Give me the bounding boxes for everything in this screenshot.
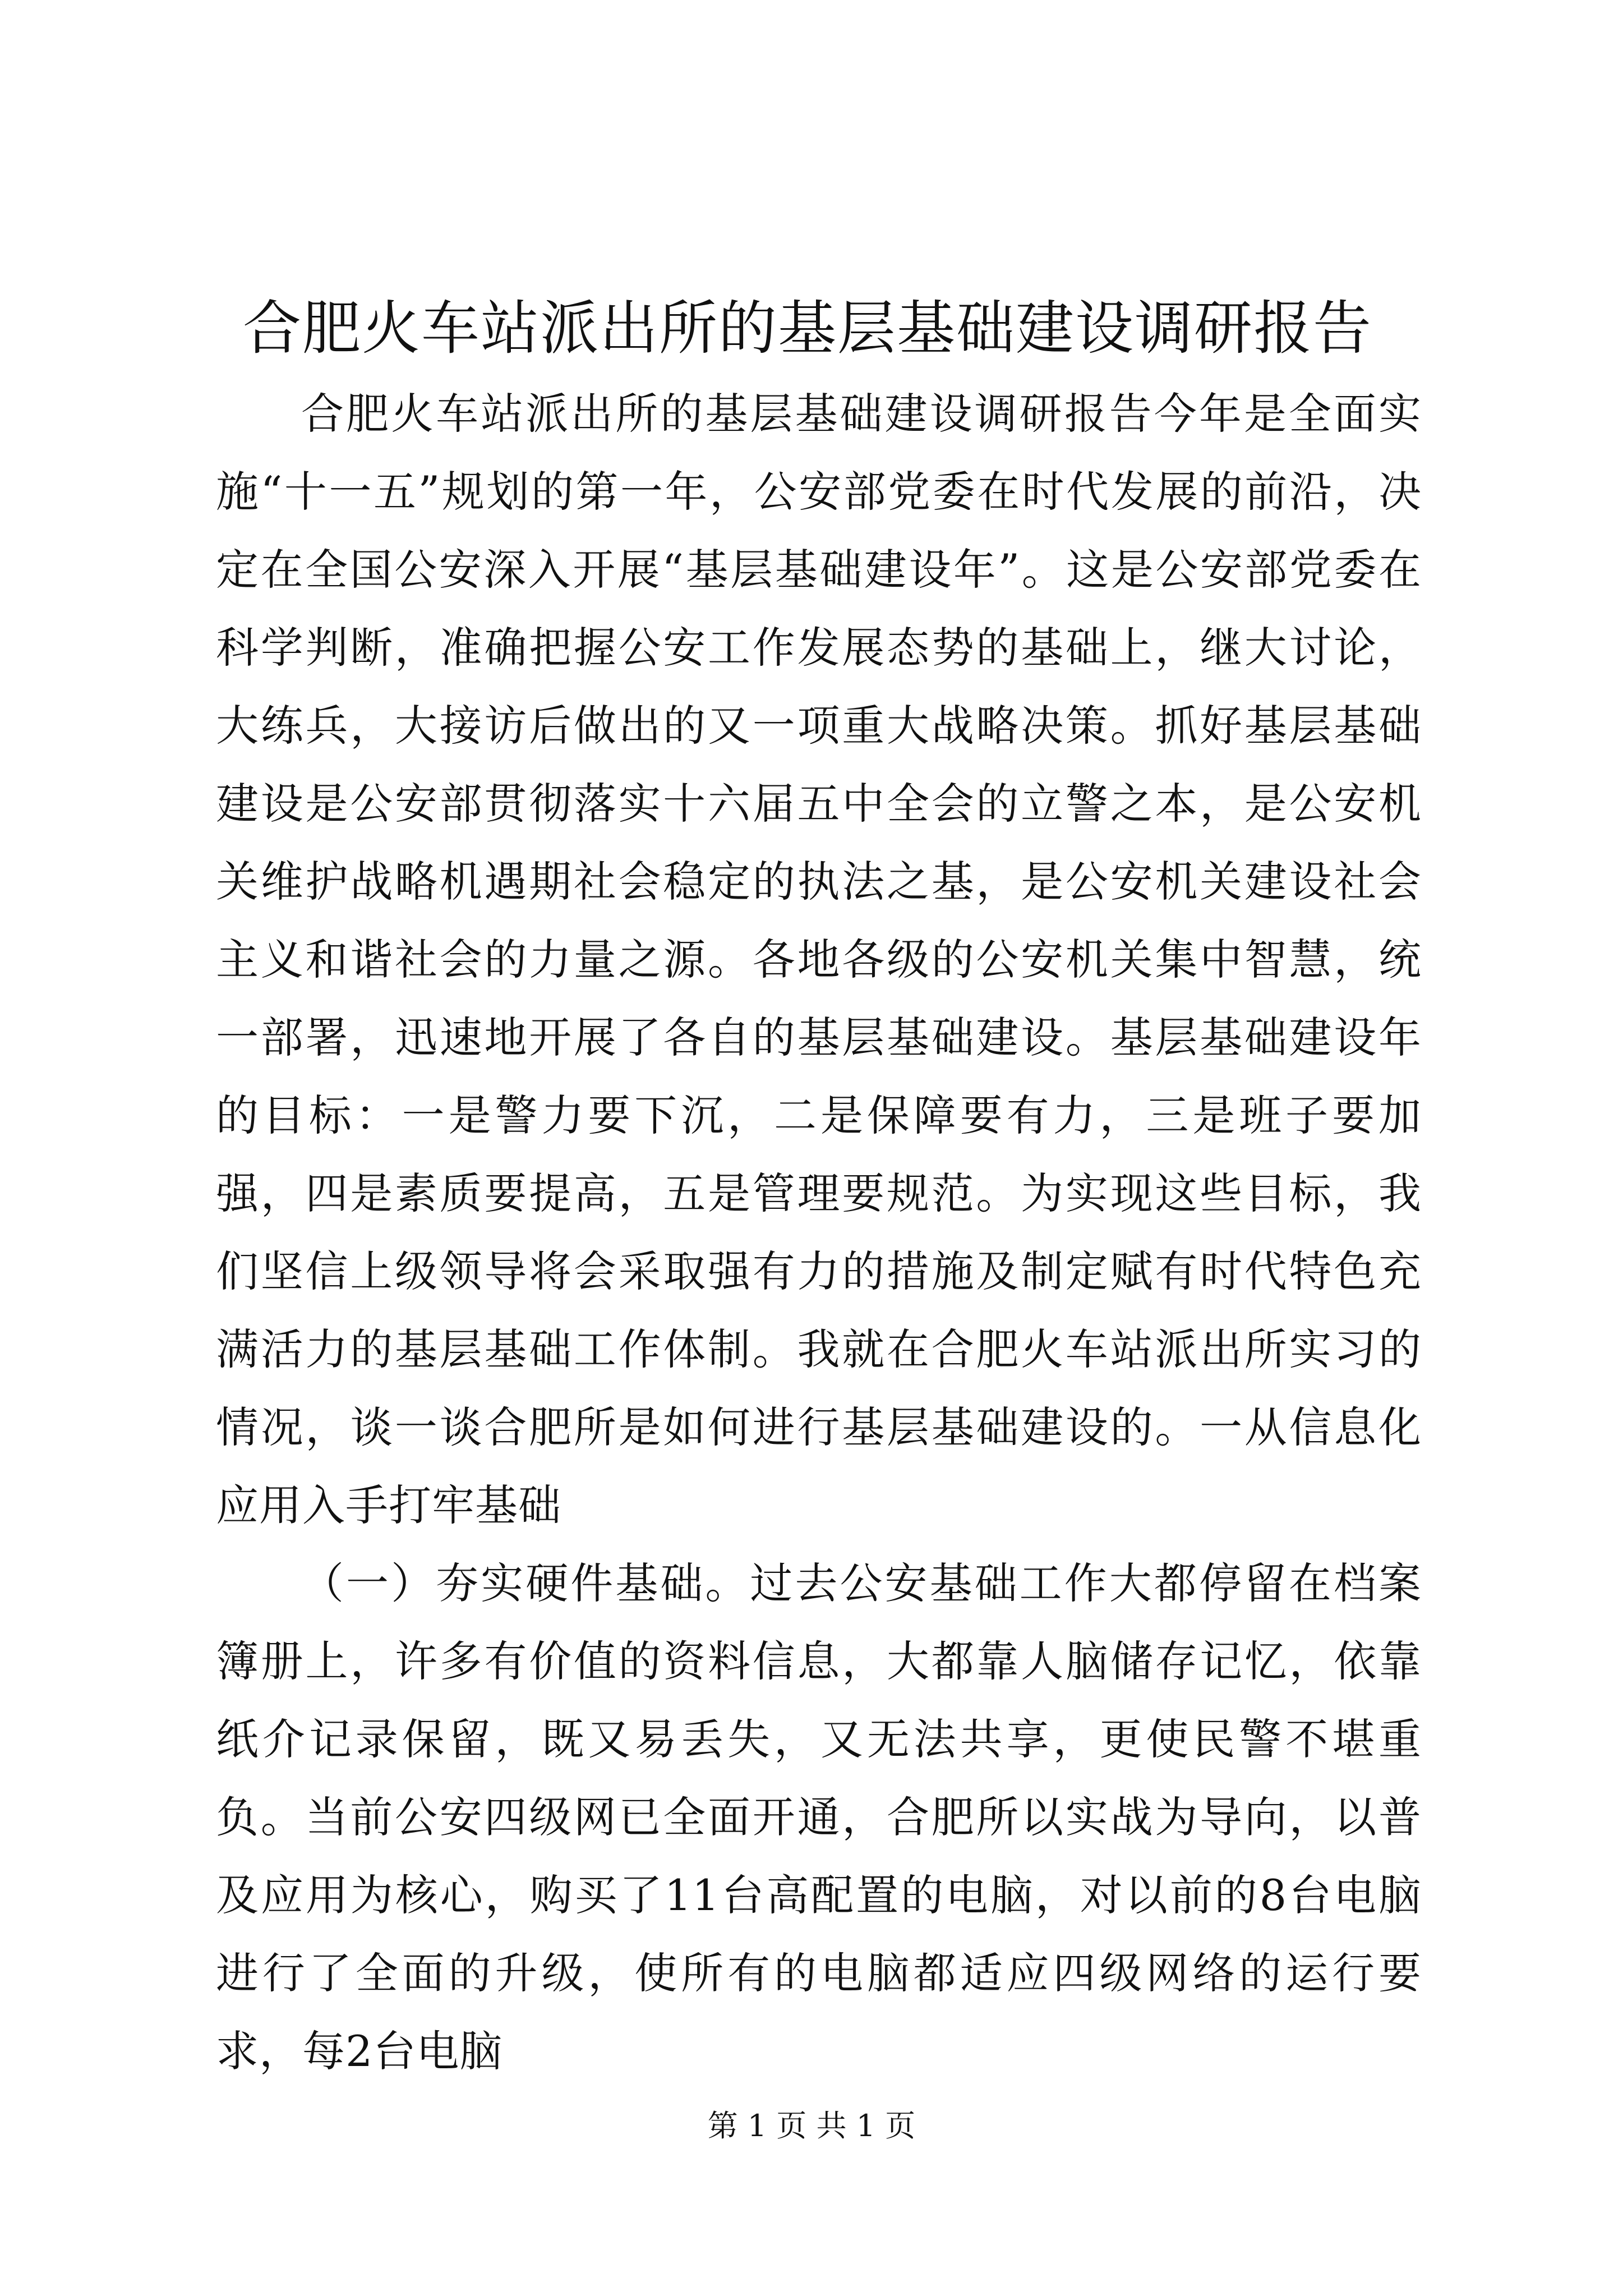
- document-body: [216, 375, 1422, 2090]
- body-paragraph-2: （一）夯实硬件基础。过去公安基础工作大都停留在档案簿册上，许多有价值的资料信息，大都靠人脑储存记忆，依靠纸介记录保留，既又易丢失，又无法共享，更使民警不堪重负。当前公安四级网已全面开通，合肥所以实战为导向，以普及应用为核心，购买了11台高配置的电脑，对以前的8台电脑进行了全面的升级，使所有的电脑都适应四级网络的运行要求，每2台电脑: [216, 1558, 1422, 2076]
- page-footer: 第 1 页 共 1 页: [707, 2108, 916, 2143]
- body-paragraph-1: 合肥火车站派出所的基层基础建设调研报告今年是全面实施“十一五”规划的第一年，公安部党委在时代发展的前沿，决定在全国公安深入开展“基层基础建设年”。这是公安部党委在科学判断，准确把握公安工作发展态势的基础上，继大讨论，大练兵，大接访后做出的又一项重大战略决策。抓好基层基础建设是公安部贯彻落实十六届五中全会的立警之本，是公安机关维护战略机遇期社会稳定的执法之基，是公安机关建设社会主义和谐社会的力量之源。各地各级的公安机关集中智慧，统一部署，迅速地开展了各自的基层基础建设。基层基础建设年的目标：一是警力要下沉，二是保障要有力，三是班子要加强，四是素质要提高，五是管理要规范。为实现这些目标，我们坚信上级领导将会采取强有力的措施及制定赋有时代特色充满活力的基层基础工作体制。我就在合肥火车站派出所实习的情况，谈一谈合肥所是如何进行基层基础建设的。一从信息化应用入手打牢基础: [216, 389, 1422, 1530]
- document-title: 合肥火车站派出所的基层基础建设调研报告: [242, 294, 1372, 362]
